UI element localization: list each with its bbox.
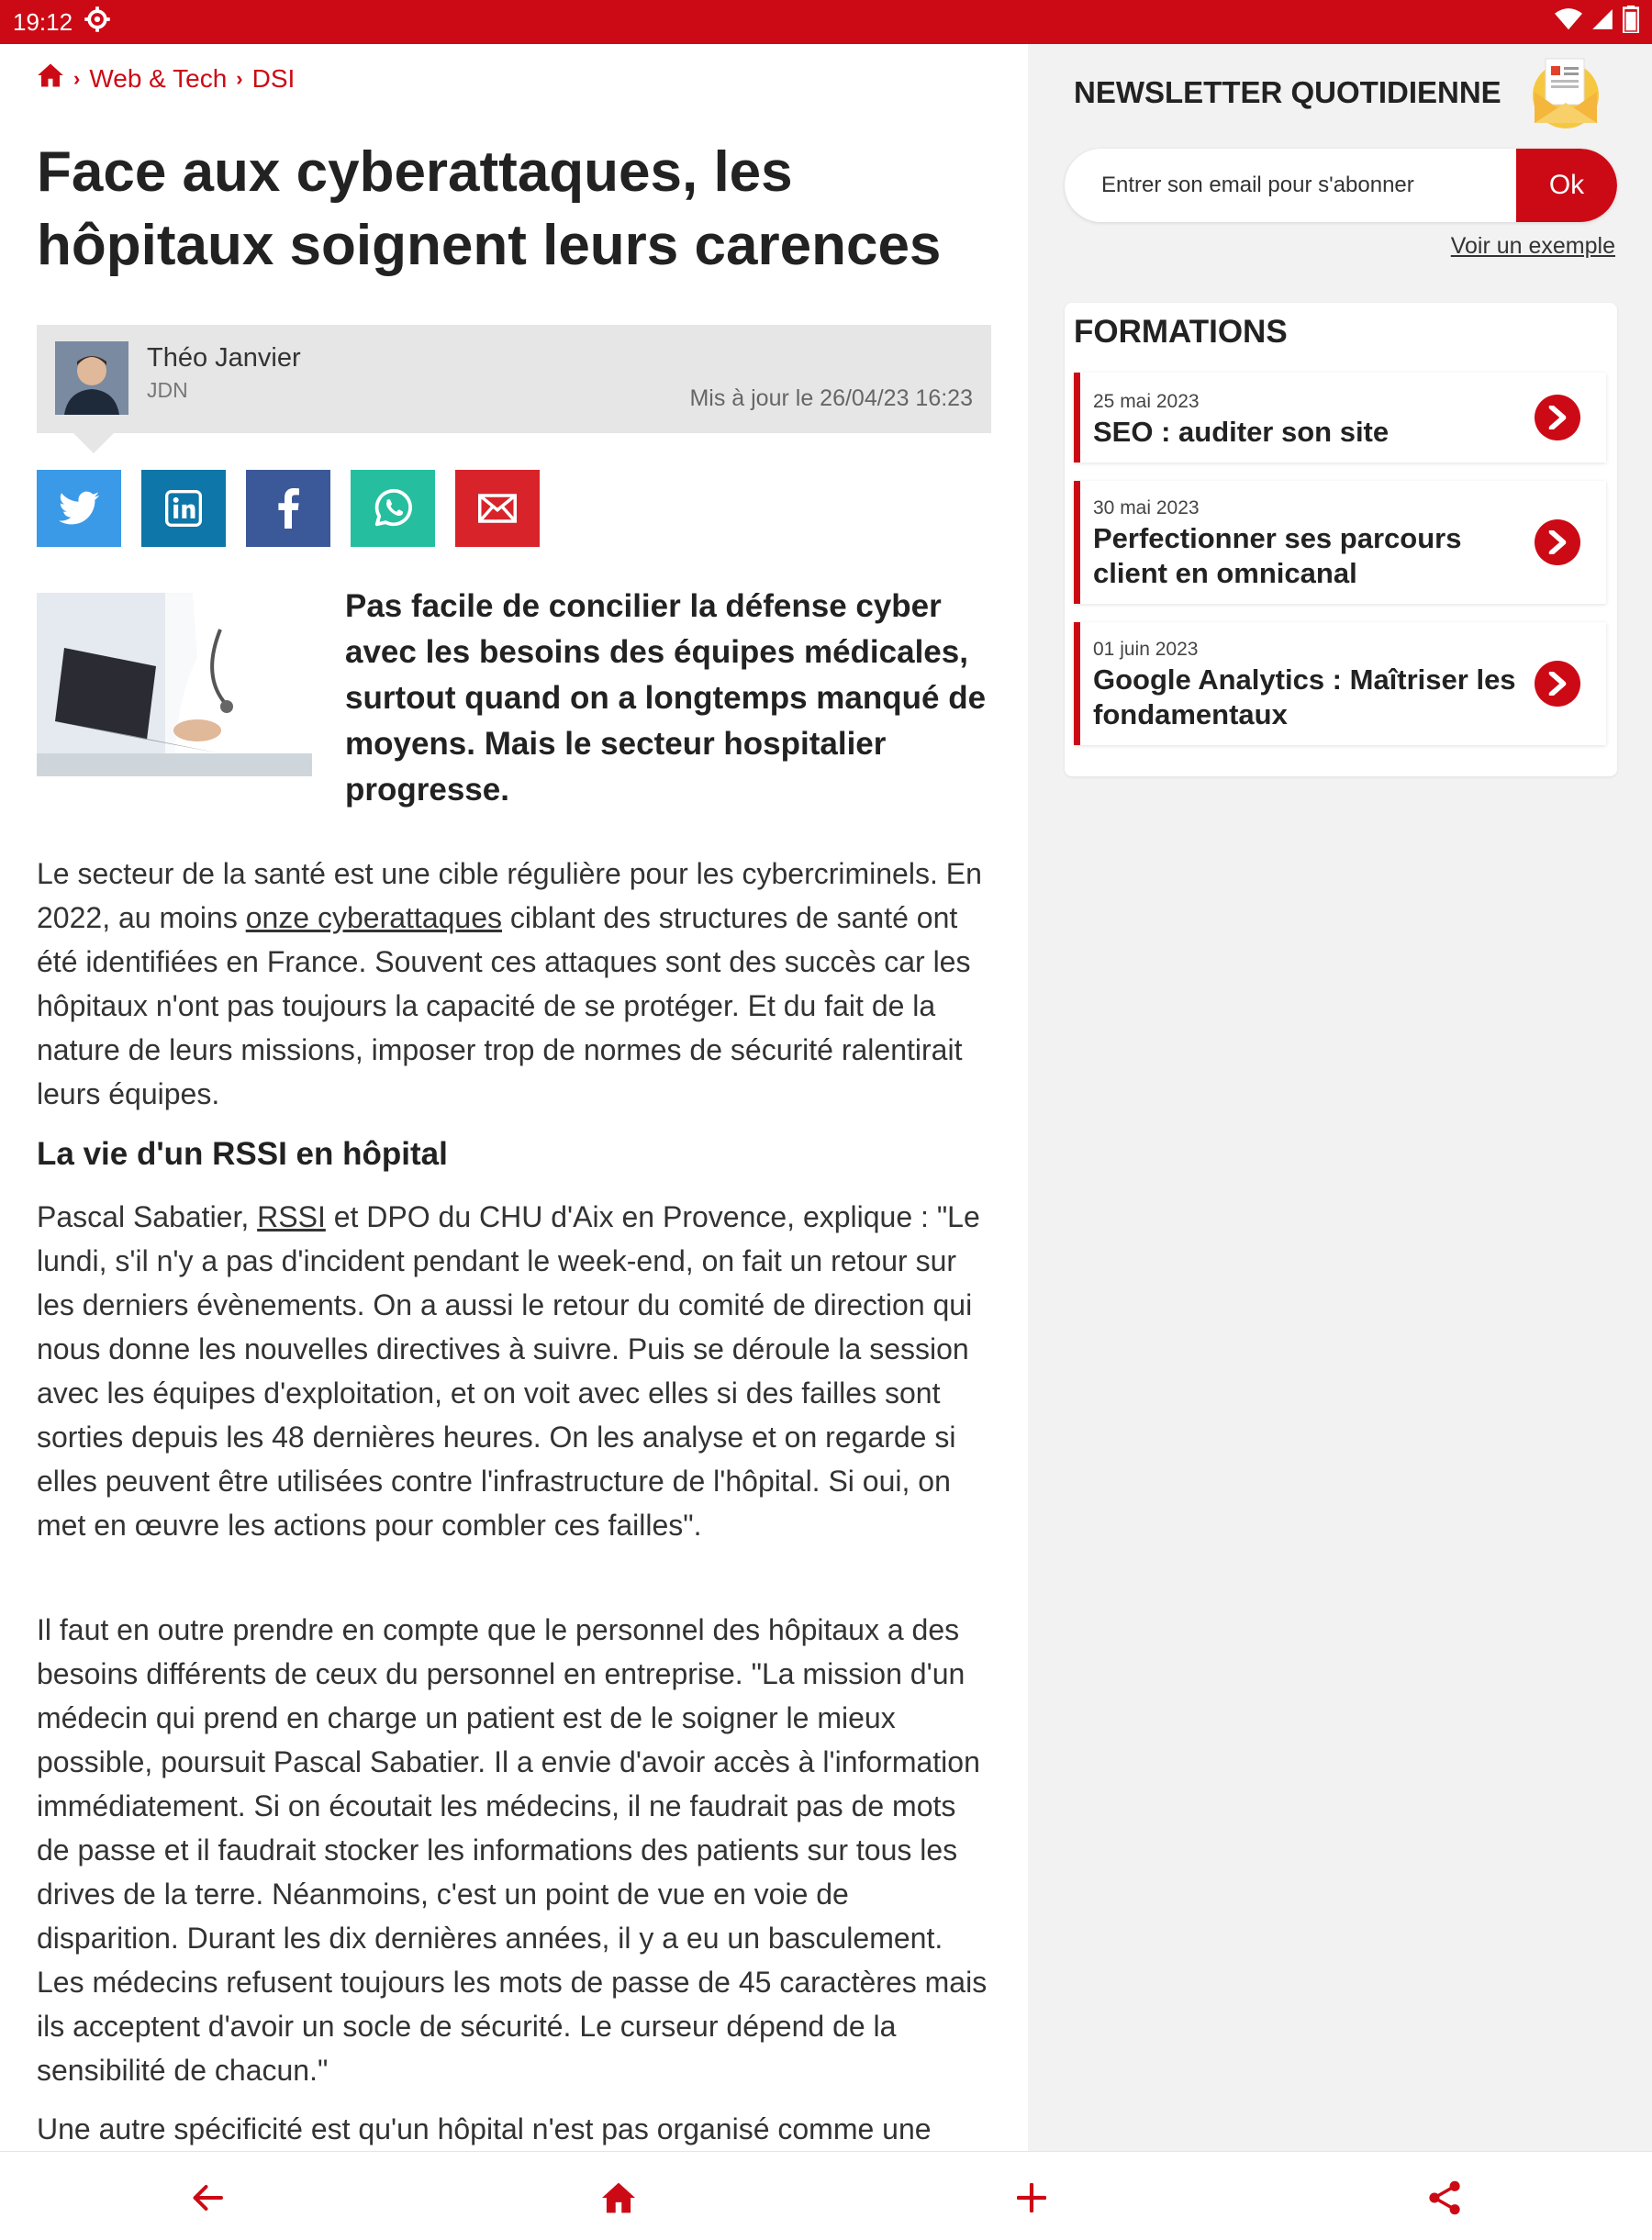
newsletter-form [1065, 149, 1617, 222]
chevron-right-icon: › [73, 66, 81, 90]
battery-icon [1623, 6, 1639, 39]
formation-date: 01 juin 2023 [1093, 639, 1199, 660]
twitter-icon [59, 491, 99, 526]
newsletter-example-link[interactable]: Voir un exemple [1450, 233, 1615, 259]
newsletter-icon [1529, 55, 1602, 128]
plus-icon [1017, 2183, 1046, 2212]
paragraph-3: Il faut en outre prendre en compte que le personnel des hôpitaux a des besoins différents de ceux du personnel en entreprise. "La mission d'un médecin qui prend en charge un patient est de le soigner le mieux possible, poursuit Pascal Sabatier. Il a envie d'avoir accès à l'information immédiatement. Si on écoutait les médecins, il ne faudrait pas de mots de passe et il faudrait stocker les informations des patients sur tous les drives de la terre. Néanmoins, c'est un point de vue en voie de disparition. Durant les dix dernières années, il y a eu un basculement. Les médecins refusent toujours les mots de passe de 45 caractères mais ils acceptent d'avoir un socle de sécurité. Le curseur dépend de la sensibilité de chacun." [37, 1613, 988, 2087]
share-icon [1427, 2179, 1462, 2216]
formation-date: 30 mai 2023 [1093, 497, 1200, 518]
linkedin-share-button[interactable] [141, 470, 226, 547]
status-bar [0, 0, 1652, 44]
chevron-right-icon: › [236, 66, 243, 90]
breadcrumb [37, 62, 295, 95]
home-nav-button[interactable] [591, 2170, 646, 2225]
home-icon [600, 2181, 637, 2214]
formation-label: Google Analytics : Maîtriser les fondamentaux [1093, 663, 1516, 730]
formations-title: FORMATIONS [1074, 314, 1288, 350]
email-share-button[interactable] [455, 470, 540, 547]
formation-label: Perfectionner ses parcours client en omnicanal [1093, 522, 1462, 589]
email-icon [478, 493, 517, 524]
linkedin-icon [165, 490, 202, 527]
chevron-right-icon[interactable] [1535, 661, 1580, 707]
status-time: 19:12 [13, 7, 73, 36]
paragraph-2: Pascal Sabatier, RSSI et DPO du CHU d'Aix en Provence, explique : "Le lundi, s'il n'y a pas d'incident pendant le week-end, on fait un retour sur les derniers évènements. On a aussi le retour du comité de direction qui nous donne les nouvelles directives à suivre. Puis se déroule la session avec les équipes d'exploitation, et on voit avec elles si des failles sont sorties depuis les 48 dernières heures. On les analyse et on regarde si elles peuvent être utilisées contre l'infrastructure de l'hôpital. Si oui, on met en œuvre les actions pour combler ces failles". [37, 1200, 980, 1542]
whatsapp-icon [372, 487, 414, 529]
chevron-right-icon[interactable] [1535, 395, 1580, 440]
newsletter-email-input[interactable] [1065, 149, 1516, 222]
twitter-share-button[interactable] [37, 470, 121, 547]
breadcrumb-web-tech[interactable]: Web & Tech [89, 63, 228, 93]
newsletter-ok-button[interactable]: Ok [1516, 149, 1617, 222]
chevron-right-icon[interactable] [1535, 519, 1580, 565]
paragraph-1: Le secteur de la santé est une cible régulière pour les cybercriminels. En 2022, au moins onze cyberattaques ciblant des structures de santé ont été identifiées en France. Souvent ces attaques sont des succès car les hôpitaux n'ont pas toujours la capacité de se protéger. Et du fait de la nature de leurs missions, imposer trop de normes de sécurité ralentirait leurs équipes. [37, 857, 982, 1110]
formation-label: SEO : auditer son site [1093, 416, 1390, 448]
share-nav-button[interactable] [1417, 2170, 1472, 2225]
arrow-left-icon [191, 2184, 224, 2212]
paragraph-4: Une autre spécificité est qu'un hôpital n'est pas organisé comme une [37, 2112, 932, 2145]
formation-date: 25 mai 2023 [1093, 391, 1200, 412]
facebook-share-button[interactable] [246, 470, 330, 547]
update-date: Mis à jour le 26/04/23 16:23 [689, 385, 973, 411]
share-bar [37, 470, 540, 547]
wifi-icon [1555, 7, 1582, 38]
formations-card [1065, 303, 1617, 776]
link-onze-cyberattaques[interactable]: onze cyberattaques [245, 901, 502, 934]
formation-item[interactable] [1074, 373, 1606, 462]
author-name[interactable]: Théo Janvier [147, 343, 301, 373]
author-org: JDN [147, 378, 188, 402]
page-title: Face aux cyberattaques, les hôpitaux soignent leurs carences [37, 140, 942, 277]
avatar[interactable] [55, 341, 128, 415]
add-button[interactable] [1004, 2170, 1059, 2225]
signal-icon [1590, 7, 1615, 38]
article-lead: Pas facile de concilier la défense cyber avec les besoins des équipes médicales, surtout quand on a longtemps manqué de moyens. Mais le secteur hospitalier progresse. [345, 588, 987, 808]
back-button[interactable] [180, 2170, 235, 2225]
formation-item[interactable] [1074, 481, 1606, 604]
facebook-icon [276, 488, 300, 529]
bottom-nav [0, 2151, 1652, 2240]
breadcrumb-dsi[interactable]: DSI [251, 63, 296, 93]
newsletter-title: NEWSLETTER QUOTIDIENNE [1074, 75, 1501, 109]
whatsapp-share-button[interactable] [351, 470, 435, 547]
section-heading: La vie d'un RSSI en hôpital [37, 1136, 448, 1172]
link-rssi[interactable]: RSSI [257, 1200, 326, 1233]
article-image [37, 593, 312, 776]
settings-icon [84, 6, 111, 39]
home-icon[interactable] [37, 62, 64, 95]
author-box [37, 325, 991, 433]
formation-item[interactable] [1074, 622, 1606, 745]
